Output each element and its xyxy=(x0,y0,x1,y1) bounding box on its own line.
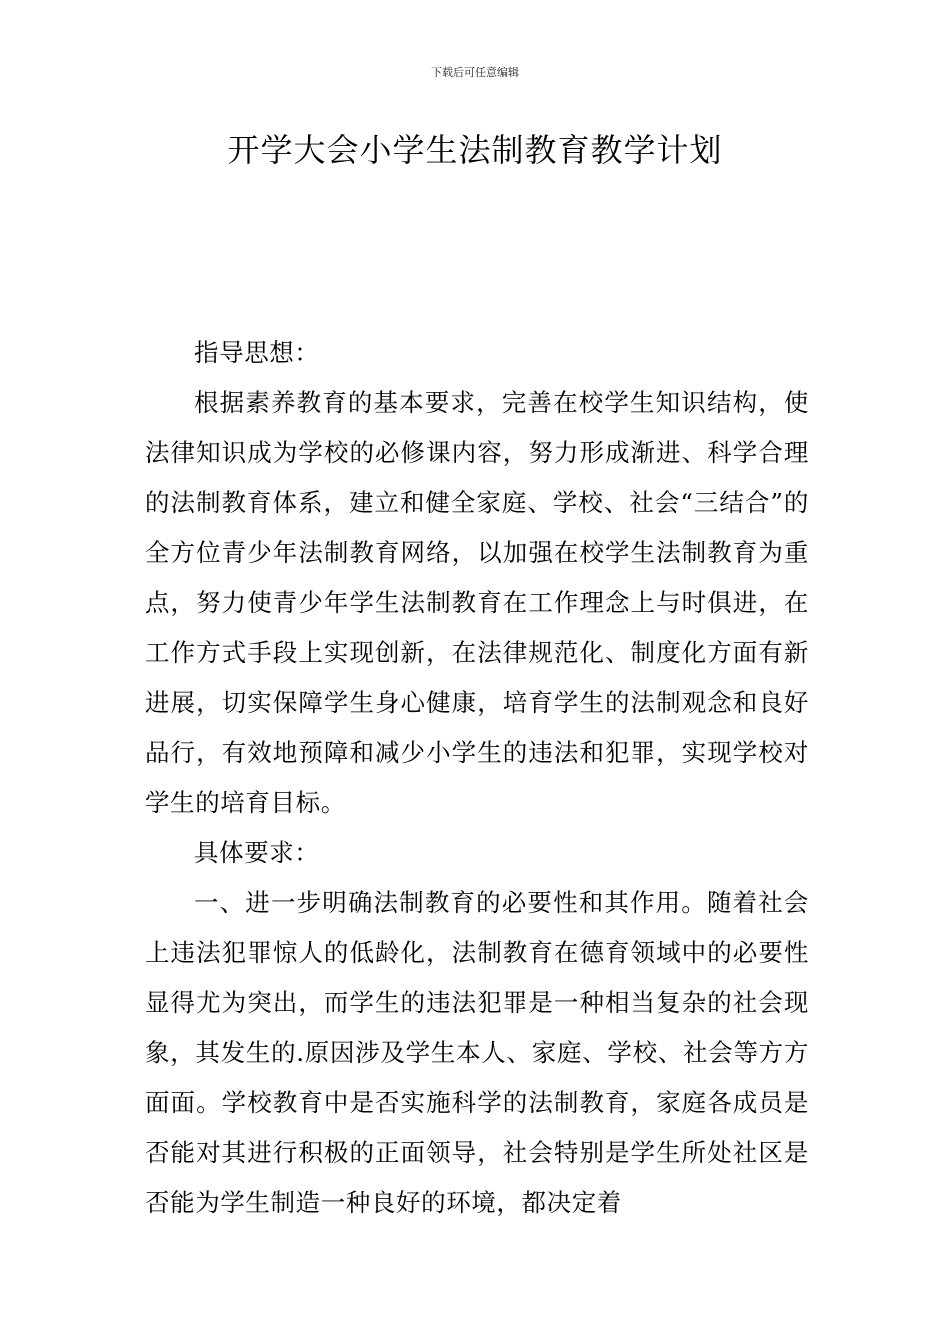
section-heading-guiding-ideology: 指导思想： xyxy=(194,338,320,367)
header-note: 下载后可任意编辑 xyxy=(431,66,519,79)
section-heading-specific-requirements: 具体要求： xyxy=(194,838,320,867)
paragraph-requirement-one: 一、进一步明确法制教育的必要性和其作用。随着社会上违法犯罪惊人的低龄化，法制教育在德育领域中的必要性显得尤为突出，而学生的违法犯罪是一种相当复杂的社会现象，其发生的.原因涉及学生本人、家庭、学校、社会等方方面面。学校教育中是否实施科学的法制教育，家庭各成员是否能对其进行积极的正面领导，社会特别是学生所处社区是否能为学生制造一种良好的环境，都决定着 xyxy=(145,888,809,1217)
paragraph-guiding-ideology: 根据素养教育的基本要求，完善在校学生知识结构，使法律知识成为学校的必修课内容，努力形成渐进、科学合理的法制教育体系，建立和健全家庭、学校、社会“三结合”的全方位青少年法制教育网络，以加强在校学生法制教育为重点，努力使青少年学生法制教育在工作理念上与时俱进，在工作方式手段上实现创新，在法律规范化、制度化方面有新进展，切实保障学生身心健康，培育学生的法制观念和良好品行，有效地预障和减少小学生的违法和犯罪，实现学校对学生的培育目标。 xyxy=(145,388,809,817)
document-body xyxy=(145,328,809,1228)
document-title: 开学大会小学生法制教育教学计划 xyxy=(227,131,723,169)
